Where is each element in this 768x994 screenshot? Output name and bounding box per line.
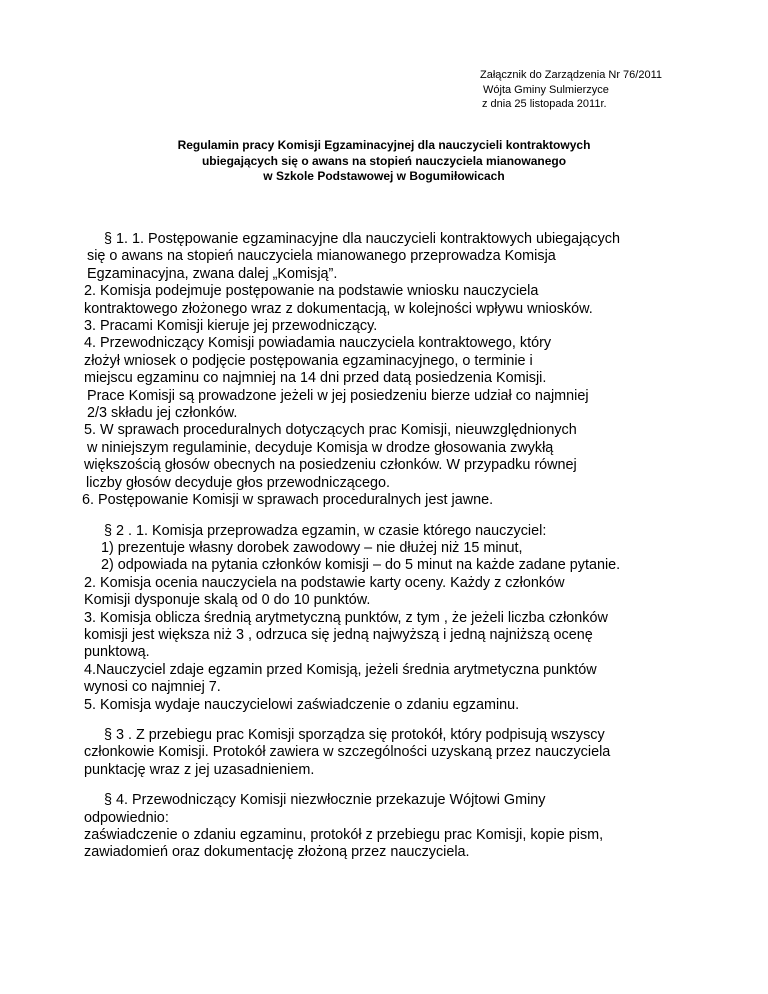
annex-header <box>480 68 662 112</box>
document-title <box>0 138 768 185</box>
annex-line: Wójta Gminy Sulmierzyce <box>483 83 609 96</box>
section-4 <box>84 792 724 862</box>
text-line: 2) odpowiada na pytania członków komisji – do 5 minut na każde zadane pytanie. <box>101 557 621 574</box>
text-line: miejscu egzaminu co najmniej na 14 dni przed datą posiedzenia Komisji. <box>84 370 547 387</box>
text-line: liczby głosów decyduje głos przewodniczącego. <box>86 474 390 491</box>
text-line: odpowiednio: <box>84 809 169 826</box>
title-line: ubiegających się o awans na stopień nauczyciela mianowanego <box>201 153 567 168</box>
text-line: punktację wraz z jej uzasadnieniem. <box>84 761 315 778</box>
spacer <box>84 714 724 727</box>
annex-line: Załącznik do Zarządzenia Nr 76/2011 <box>480 69 663 81</box>
text-line: 4.Nauczyciel zdaje egzamin przed Komisją, jeżeli średnia arytmetyczna punktów <box>84 661 597 678</box>
section-2 <box>84 523 724 714</box>
text-line: kontraktowego złożonego wraz z dokumentacją, w kolejności wpływu wniosków. <box>84 300 593 317</box>
document-body <box>84 231 724 862</box>
text-line: 2/3 składu jej członków. <box>87 405 238 422</box>
spacer <box>84 779 724 792</box>
text-line: zawiadomień oraz dokumentację złożoną przez nauczyciela. <box>84 844 470 861</box>
text-line: złożył wniosek o podjęcie postępowania egzaminacyjnego, o terminie i <box>84 352 533 369</box>
text-line: 3. Komisja oblicza średnią arytmetyczną punktów, z tym , że jeżeli liczba członków <box>84 609 608 626</box>
text-line: 3. Pracami Komisji kieruje jej przewodniczący. <box>84 318 378 335</box>
text-line: 5. Komisja wydaje nauczycielowi zaświadczenie o zdaniu egzaminu. <box>84 696 520 713</box>
text-line: Prace Komisji są prowadzone jeżeli w jej posiedzeniu bierze udział co najmniej <box>87 387 589 404</box>
text-line: 5. W sprawach proceduralnych dotyczących prac Komisji, nieuwzględnionych <box>84 422 577 439</box>
title-line: w Szkole Podstawowej w Bogumiłowicach <box>263 169 505 183</box>
text-line: § 3 . Z przebiegu prac Komisji sporządza się protokół, który podpisują wszyscy <box>104 726 605 743</box>
text-line: się o awans na stopień nauczyciela mianowanego przeprowadza Komisja <box>87 248 556 265</box>
text-line: zaświadczenie o zdaniu egzaminu, protokół z przebiegu prac Komisji, kopie pism, <box>84 827 604 843</box>
spacer <box>84 510 724 523</box>
text-line: 4. Przewodniczący Komisji powiadamia nauczyciela kontraktowego, który <box>84 335 552 352</box>
text-line: 6. Postępowanie Komisji w sprawach proceduralnych jest jawne. <box>82 492 494 509</box>
text-line: 2. Komisja podejmuje postępowanie na podstawie wniosku nauczyciela <box>84 283 539 300</box>
text-line: wynosi co najmniej 7. <box>84 679 221 696</box>
text-line: § 2 . 1. Komisja przeprowadza egzamin, w czasie którego nauczyciel: <box>104 522 547 539</box>
text-line: § 1. 1. Postępowanie egzaminacyjne dla nauczycieli kontraktowych ubiegających <box>104 231 620 247</box>
text-line: Komisji dysponuje skalą od 0 do 10 punktów. <box>84 592 371 609</box>
text-line: członkowie Komisji. Protokół zawiera w szczególności uzyskaną przez nauczyciela <box>84 744 611 761</box>
annex-line: z dnia 25 listopada 2011r. <box>482 98 607 110</box>
section-1 <box>84 231 724 510</box>
text-line: w niniejszym regulaminie, decyduje Komisja w drodze głosowania zwykłą <box>87 439 554 456</box>
text-line: § 4. Przewodniczący Komisji niezwłocznie przekazuje Wójtowi Gminy <box>104 792 546 809</box>
text-line: 1) prezentuje własny dorobek zawodowy – nie dłużej niż 15 minut, <box>101 539 523 556</box>
text-line: 2. Komisja ocenia nauczyciela na podstawie karty oceny. Każdy z członków <box>84 574 565 591</box>
title-line: Regulamin pracy Komisji Egzaminacyjnej dla nauczycieli kontraktowych <box>177 138 591 152</box>
text-line: punktową. <box>84 644 150 661</box>
text-line: Egzaminacyjna, zwana dalej „Komisją”. <box>87 265 338 282</box>
text-line: komisji jest większa niż 3 , odrzuca się jedną najwyższą i jedną najniższą ocenę <box>84 626 593 643</box>
text-line: większością głosów obecnych na posiedzeniu członków. W przypadku równej <box>84 457 577 474</box>
section-3 <box>84 727 724 779</box>
